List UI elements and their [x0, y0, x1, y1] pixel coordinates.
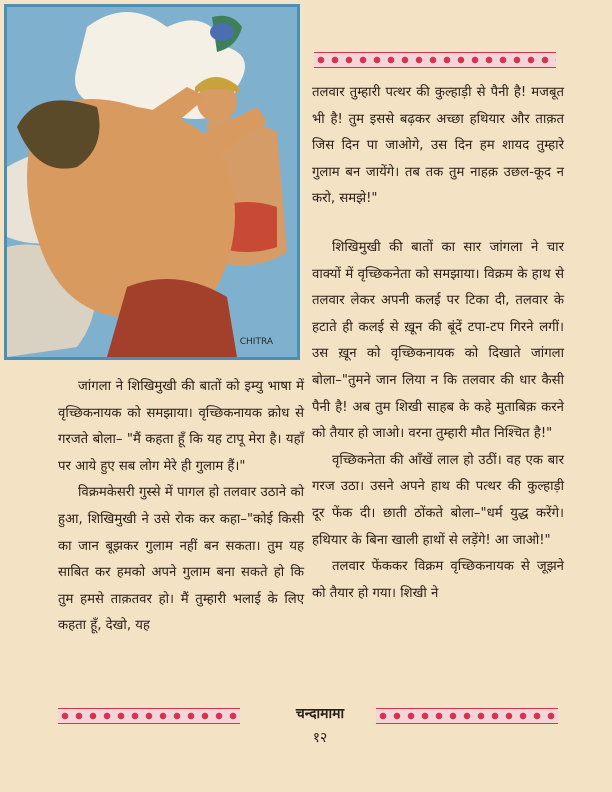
paragraph: वृच्छिकनेता की आँखें लाल हो उठीं। वह एक बार गरज उठा। उसने अपने हाथ की पत्थर की कुल्हाड़ी दूर फेंक दी। छाती ठोंकते बोला–"धर्म युद्ध करेंगे। हथियार के बिना खाली हाथों से लड़ेंगे! आ जाओ!": [312, 452, 564, 548]
paragraph: शिखिमुखी की बातों का सार जांगला ने चार वाक्यों में वृच्छिकनेता को समझाया। विक्रम के हाथ से तलवार लेकर अपनी कलई पर टिका दी, तलवार के हटाते ही कलई से ख़ून की बूंदें टपा-टप गिरने लगीं। उस ख़ून को वृच्छिकनायक को दिखाते जांगला बोला–"तुमने जान लिया न कि तलवार की धार कैसी पैनी है! अब तुम शिखी साहब के कहे मुताबिक़ करने को तैयार हो जाओ। वरना तुम्हारी मौत निश्चित है!": [312, 240, 564, 442]
paragraph: तलवार फेंककर विक्रम वृच्छिकनायक से जूझने को तैयार हो गया। शिखी ने: [312, 559, 564, 601]
illustration-art: [7, 7, 297, 357]
paragraph: विक्रमकेसरी गुस्से में पागल हो तलवार उठाने को हुआ, शिखिमुखी ने उसे रोक कर कहा–"कोई किसी का जान बूझकर गुलाम नहीं बन सकता। तुम यह साबित कर हमको अपने गुलाम बना सकते हो कि तुम हमसे ताक़तवर हो। मैं तुम्हारी भलाई के लिए कहता हूँ, देखो, यह: [58, 485, 304, 634]
paragraph: जांगला ने शिखिमुखी की बातों को इम्यु भाषा में वृच्छिकनायक को समझाया। वृच्छिकनायक क्रोध से गरजते बोला– "मैं कहता हूँ कि यह टापू मेरा है। यहाँ पर आये हुए सब लोग मेरे ही गुलाम हैं।": [58, 379, 304, 474]
decorative-border-bottom-left: [58, 708, 240, 724]
magazine-title: चन्दामामा: [295, 706, 345, 722]
story-illustration: [4, 4, 300, 360]
decorative-border-top: [314, 52, 556, 68]
left-column: [58, 374, 304, 640]
decorative-border-bottom-right: [376, 708, 558, 724]
right-column-top: [312, 80, 564, 213]
page-number: १२: [312, 730, 328, 746]
right-column-bottom: [312, 235, 564, 607]
artist-signature: CHITRA: [239, 337, 273, 347]
paragraph: तलवार तुम्हारी पत्थर की कुल्हाड़ी से पैनी है! मजबूत भी है! तुम इससे बढ़कर अच्छा हथियार और ताक़त जिस दिन पा जाओगे, उस दिन हम शायद तुम्हारे गुलाम बन जायेंगे। तब तक तुम नाहक़ उछल-कूद न करो, समझे!": [312, 85, 564, 207]
